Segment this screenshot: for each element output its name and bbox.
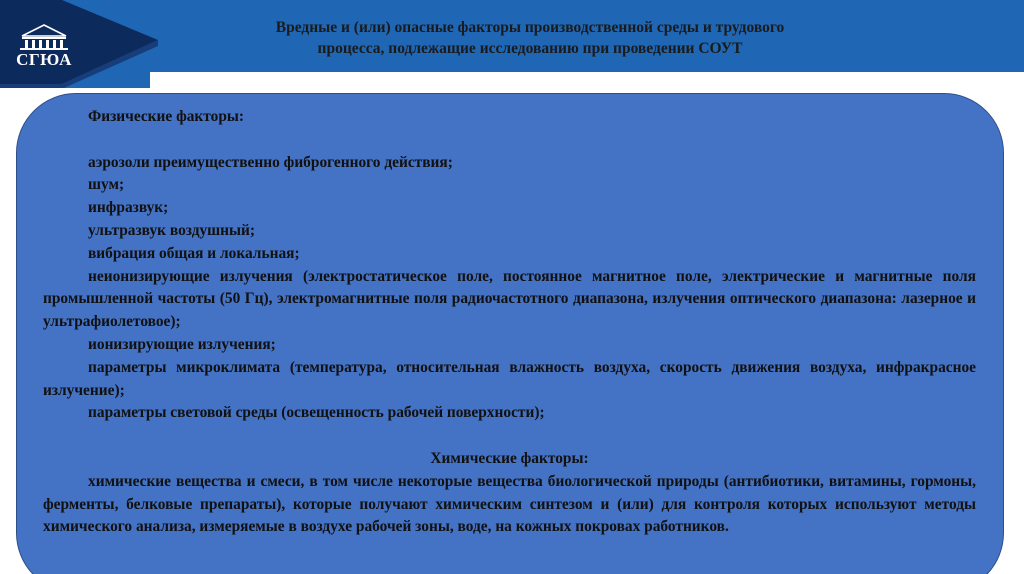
physical-factor-item: параметры микроклимата (температура, относительная влажность воздуха, скорость движения воздуха, инфракрасное излучение);	[43, 358, 976, 399]
page-title-line-2: процесса, подлежащие исследованию при проведении СОУТ	[317, 40, 743, 57]
physical-factor-item: инфразвук;	[88, 199, 169, 217]
physical-factor-item: шум;	[88, 176, 125, 194]
content-text	[43, 106, 976, 539]
spacer	[43, 425, 976, 448]
physical-factor-item: аэрозоли преимущественно фиброгенного действия;	[88, 153, 453, 171]
spacer	[43, 129, 976, 152]
physical-factors-heading: Физические факторы:	[88, 108, 245, 125]
physical-factor-item: параметры световой среды (освещенность рабочей поверхности);	[88, 404, 545, 422]
page-title	[190, 17, 870, 59]
physical-factor-item: неионизирующие излучения (электростатическое поле, постоянное магнитное поле, электрические и магнитные поля промышленной частоты (50 Гц), электромагнитные поля радиочастотного диапазона, излучения оптического диапазона: лазерное и ультрафиолетовое);	[43, 267, 976, 331]
physical-factor-item: ультразвук воздушный;	[88, 221, 256, 239]
physical-factor-item: вибрация общая и локальная;	[88, 244, 300, 262]
chemical-factors-heading: Химические факторы:	[430, 449, 589, 467]
chemical-factors-text: химические вещества и смеси, в том числе некоторые вещества биологической природы (антибиотики, витамины, гормоны, ферменты, белковые препараты), которые получают химическим синтезом и (или) для контроля которых используют методы химического анализа, измеряемые в воздухе рабочей зоны, воде, на кожных покровах работников.	[43, 472, 976, 536]
page-title-line-1: Вредные и (или) опасные факторы производственной среды и трудового	[275, 19, 785, 36]
logo-text: СГЮА	[16, 50, 72, 69]
logo-building-icon	[8, 22, 80, 52]
physical-factor-item: ионизирующие излучения;	[88, 335, 276, 353]
logo	[8, 22, 80, 74]
